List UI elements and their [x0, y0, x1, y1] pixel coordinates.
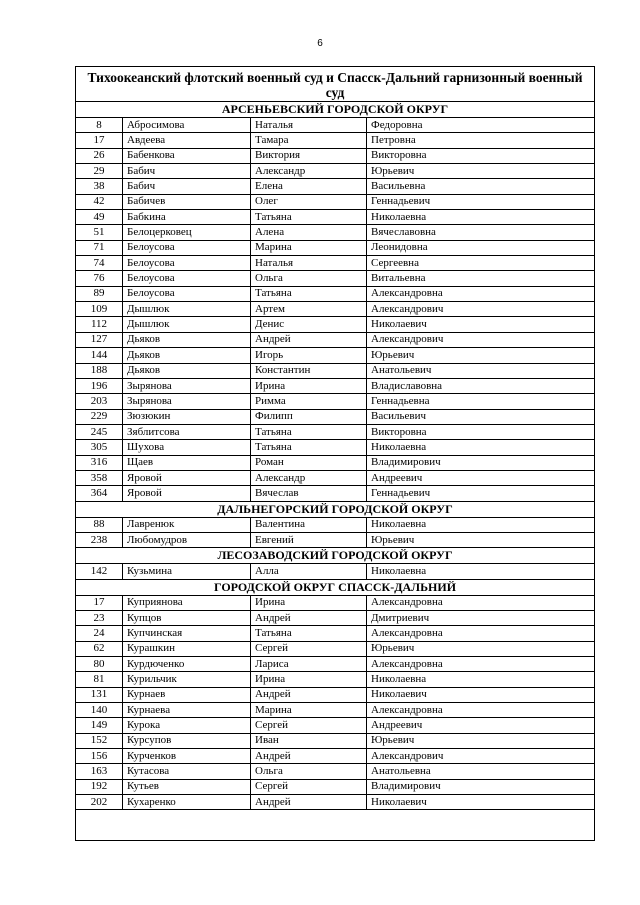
last-name: Абросимова	[123, 118, 251, 133]
row-number: 364	[76, 486, 123, 501]
first-name: Александр	[251, 470, 367, 485]
patronymic: Витальевна	[367, 271, 595, 286]
last-name: Дышлюк	[123, 317, 251, 332]
table-row	[76, 703, 595, 718]
patronymic: Николаевна	[367, 564, 595, 579]
first-name: Татьяна	[251, 626, 367, 641]
district-name: ГОРОДСКОЙ ОКРУГ СПАССК-ДАЛЬНИЙ	[76, 579, 595, 595]
last-name: Белоусова	[123, 256, 251, 271]
last-name: Купчинская	[123, 626, 251, 641]
court-title-row	[76, 67, 595, 102]
first-name: Ирина	[251, 378, 367, 393]
patronymic: Николаевна	[367, 210, 595, 225]
last-name: Бабкина	[123, 210, 251, 225]
last-name: Дьяков	[123, 363, 251, 378]
table-row	[76, 317, 595, 332]
row-number: 49	[76, 210, 123, 225]
table-body	[76, 67, 595, 841]
last-name: Кутьев	[123, 779, 251, 794]
table-row	[76, 641, 595, 656]
last-name: Зырянова	[123, 378, 251, 393]
page-number: 6	[317, 38, 323, 49]
last-name: Кухаренко	[123, 795, 251, 810]
empty-cell	[76, 810, 595, 841]
first-name: Лариса	[251, 657, 367, 672]
table-row	[76, 470, 595, 485]
row-number: 74	[76, 256, 123, 271]
first-name: Ольга	[251, 764, 367, 779]
first-name: Иван	[251, 733, 367, 748]
table-row	[76, 148, 595, 163]
table-row	[76, 302, 595, 317]
last-name: Бабичев	[123, 194, 251, 209]
patronymic: Николаевна	[367, 440, 595, 455]
last-name: Кузьмина	[123, 564, 251, 579]
last-name: Купцов	[123, 610, 251, 625]
row-number: 152	[76, 733, 123, 748]
row-number: 8	[76, 118, 123, 133]
row-number: 42	[76, 194, 123, 209]
last-name: Курдюченко	[123, 657, 251, 672]
patronymic: Александровна	[367, 595, 595, 610]
last-name: Бабич	[123, 164, 251, 179]
table-row	[76, 517, 595, 532]
row-number: 23	[76, 610, 123, 625]
patronymic: Николаевич	[367, 795, 595, 810]
last-name: Шухова	[123, 440, 251, 455]
first-name: Татьяна	[251, 440, 367, 455]
last-name: Курченков	[123, 749, 251, 764]
first-name: Татьяна	[251, 286, 367, 301]
row-number: 149	[76, 718, 123, 733]
table-row	[76, 378, 595, 393]
patronymic: Викторовна	[367, 148, 595, 163]
table-row	[76, 271, 595, 286]
first-name: Ольга	[251, 271, 367, 286]
district-header-row	[76, 579, 595, 595]
row-number: 80	[76, 657, 123, 672]
row-number: 81	[76, 672, 123, 687]
row-number: 305	[76, 440, 123, 455]
patronymic: Юрьевич	[367, 164, 595, 179]
first-name: Валентина	[251, 517, 367, 532]
patronymic: Александровна	[367, 626, 595, 641]
patronymic: Дмитриевич	[367, 610, 595, 625]
row-number: 144	[76, 348, 123, 363]
first-name: Ирина	[251, 672, 367, 687]
table-row	[76, 363, 595, 378]
patronymic: Юрьевич	[367, 641, 595, 656]
last-name: Курока	[123, 718, 251, 733]
first-name: Алла	[251, 564, 367, 579]
patronymic: Александрович	[367, 749, 595, 764]
last-name: Зюзюкин	[123, 409, 251, 424]
row-number: 192	[76, 779, 123, 794]
row-number: 112	[76, 317, 123, 332]
last-name: Лавренюк	[123, 517, 251, 532]
row-number: 140	[76, 703, 123, 718]
juror-list-table	[75, 66, 595, 841]
last-name: Курашкин	[123, 641, 251, 656]
patronymic: Викторовна	[367, 424, 595, 439]
row-number: 38	[76, 179, 123, 194]
court-title: Тихоокеанский флотский военный суд и Спасск-Дальний гарнизонный военный суд	[76, 67, 595, 102]
table-row	[76, 210, 595, 225]
first-name: Олег	[251, 194, 367, 209]
first-name: Артем	[251, 302, 367, 317]
last-name: Куприянова	[123, 595, 251, 610]
row-number: 26	[76, 148, 123, 163]
table-row	[76, 795, 595, 810]
first-name: Игорь	[251, 348, 367, 363]
last-name: Дьяков	[123, 332, 251, 347]
table-row	[76, 626, 595, 641]
patronymic: Александровна	[367, 703, 595, 718]
row-number: 89	[76, 286, 123, 301]
table-row	[76, 332, 595, 347]
table-row	[76, 286, 595, 301]
first-name: Сергей	[251, 718, 367, 733]
first-name: Сергей	[251, 779, 367, 794]
last-name: Белоцерковец	[123, 225, 251, 240]
table-row	[76, 718, 595, 733]
patronymic: Петровна	[367, 133, 595, 148]
table-row	[76, 348, 595, 363]
row-number: 127	[76, 332, 123, 347]
row-number: 109	[76, 302, 123, 317]
row-number: 156	[76, 749, 123, 764]
row-number: 163	[76, 764, 123, 779]
patronymic: Геннадьевна	[367, 394, 595, 409]
row-number: 62	[76, 641, 123, 656]
table-row	[76, 610, 595, 625]
patronymic: Александрович	[367, 302, 595, 317]
row-number: 24	[76, 626, 123, 641]
row-number: 188	[76, 363, 123, 378]
first-name: Татьяна	[251, 424, 367, 439]
table-row	[76, 749, 595, 764]
row-number: 229	[76, 409, 123, 424]
table-row	[76, 256, 595, 271]
patronymic: Леонидовна	[367, 240, 595, 255]
table-row	[76, 779, 595, 794]
row-number: 202	[76, 795, 123, 810]
patronymic: Александровна	[367, 657, 595, 672]
last-name: Дьяков	[123, 348, 251, 363]
row-number: 238	[76, 532, 123, 547]
patronymic: Геннадьевич	[367, 486, 595, 501]
last-name: Яровой	[123, 486, 251, 501]
last-name: Дышлюк	[123, 302, 251, 317]
first-name: Александр	[251, 164, 367, 179]
table-row	[76, 424, 595, 439]
table-row	[76, 455, 595, 470]
patronymic: Анатольевич	[367, 363, 595, 378]
first-name: Константин	[251, 363, 367, 378]
district-header-row	[76, 501, 595, 517]
row-number: 203	[76, 394, 123, 409]
table-row	[76, 118, 595, 133]
table-row	[76, 687, 595, 702]
table-row	[76, 440, 595, 455]
last-name: Курсупов	[123, 733, 251, 748]
table-row	[76, 164, 595, 179]
patronymic: Юрьевич	[367, 733, 595, 748]
patronymic: Андреевич	[367, 470, 595, 485]
patronymic: Николаевич	[367, 317, 595, 332]
row-number: 71	[76, 240, 123, 255]
row-number: 88	[76, 517, 123, 532]
table-row	[76, 486, 595, 501]
first-name: Наталья	[251, 118, 367, 133]
patronymic: Александровна	[367, 286, 595, 301]
table-row	[76, 595, 595, 610]
table-row	[76, 394, 595, 409]
table-row	[76, 733, 595, 748]
last-name: Кутасова	[123, 764, 251, 779]
patronymic: Вячеславовна	[367, 225, 595, 240]
row-number: 358	[76, 470, 123, 485]
last-name: Белоусова	[123, 240, 251, 255]
first-name: Андрей	[251, 687, 367, 702]
district-name: ЛЕСОЗАВОДСКИЙ ГОРОДСКОЙ ОКРУГ	[76, 548, 595, 564]
patronymic: Андреевич	[367, 718, 595, 733]
district-header-row	[76, 102, 595, 118]
first-name: Андрей	[251, 332, 367, 347]
first-name: Денис	[251, 317, 367, 332]
last-name: Белоусова	[123, 286, 251, 301]
row-number: 196	[76, 378, 123, 393]
first-name: Марина	[251, 703, 367, 718]
row-number: 142	[76, 564, 123, 579]
table-row	[76, 657, 595, 672]
first-name: Тамара	[251, 133, 367, 148]
first-name: Роман	[251, 455, 367, 470]
patronymic: Александрович	[367, 332, 595, 347]
row-number: 316	[76, 455, 123, 470]
row-number: 51	[76, 225, 123, 240]
table-row	[76, 133, 595, 148]
first-name: Татьяна	[251, 210, 367, 225]
first-name: Евгений	[251, 532, 367, 547]
table-row	[76, 240, 595, 255]
patronymic: Владиславовна	[367, 378, 595, 393]
last-name: Белоусова	[123, 271, 251, 286]
district-name: ДАЛЬНЕГОРСКИЙ ГОРОДСКОЙ ОКРУГ	[76, 501, 595, 517]
patronymic: Николаевна	[367, 672, 595, 687]
table-row	[76, 532, 595, 547]
last-name: Курнаев	[123, 687, 251, 702]
patronymic: Владимирович	[367, 779, 595, 794]
patronymic: Юрьевич	[367, 348, 595, 363]
last-name: Любомудров	[123, 532, 251, 547]
row-number: 17	[76, 133, 123, 148]
row-number: 29	[76, 164, 123, 179]
patronymic: Сергеевна	[367, 256, 595, 271]
district-name: АРСЕНЬЕВСКИЙ ГОРОДСКОЙ ОКРУГ	[76, 102, 595, 118]
first-name: Ирина	[251, 595, 367, 610]
patronymic: Федоровна	[367, 118, 595, 133]
first-name: Филипп	[251, 409, 367, 424]
first-name: Марина	[251, 240, 367, 255]
row-number: 17	[76, 595, 123, 610]
table-row	[76, 409, 595, 424]
patronymic: Васильевна	[367, 179, 595, 194]
patronymic: Юрьевич	[367, 532, 595, 547]
empty-row	[76, 810, 595, 841]
first-name: Андрей	[251, 795, 367, 810]
row-number: 131	[76, 687, 123, 702]
table-row	[76, 194, 595, 209]
last-name: Щаев	[123, 455, 251, 470]
patronymic: Анатольевна	[367, 764, 595, 779]
first-name: Елена	[251, 179, 367, 194]
first-name: Вячеслав	[251, 486, 367, 501]
last-name: Зырянова	[123, 394, 251, 409]
patronymic: Николаевна	[367, 517, 595, 532]
patronymic: Васильевич	[367, 409, 595, 424]
first-name: Андрей	[251, 610, 367, 625]
last-name: Курильчик	[123, 672, 251, 687]
table-row	[76, 564, 595, 579]
last-name: Бабенкова	[123, 148, 251, 163]
patronymic: Николаевич	[367, 687, 595, 702]
row-number: 76	[76, 271, 123, 286]
table-row	[76, 672, 595, 687]
row-number: 245	[76, 424, 123, 439]
first-name: Виктория	[251, 148, 367, 163]
last-name: Зяблитсова	[123, 424, 251, 439]
patronymic: Геннадьевич	[367, 194, 595, 209]
last-name: Курнаева	[123, 703, 251, 718]
first-name: Сергей	[251, 641, 367, 656]
table-row	[76, 179, 595, 194]
district-header-row	[76, 548, 595, 564]
last-name: Яровой	[123, 470, 251, 485]
last-name: Авдеева	[123, 133, 251, 148]
table-row	[76, 764, 595, 779]
table-row	[76, 225, 595, 240]
last-name: Бабич	[123, 179, 251, 194]
first-name: Наталья	[251, 256, 367, 271]
first-name: Андрей	[251, 749, 367, 764]
first-name: Римма	[251, 394, 367, 409]
patronymic: Владимирович	[367, 455, 595, 470]
first-name: Алена	[251, 225, 367, 240]
